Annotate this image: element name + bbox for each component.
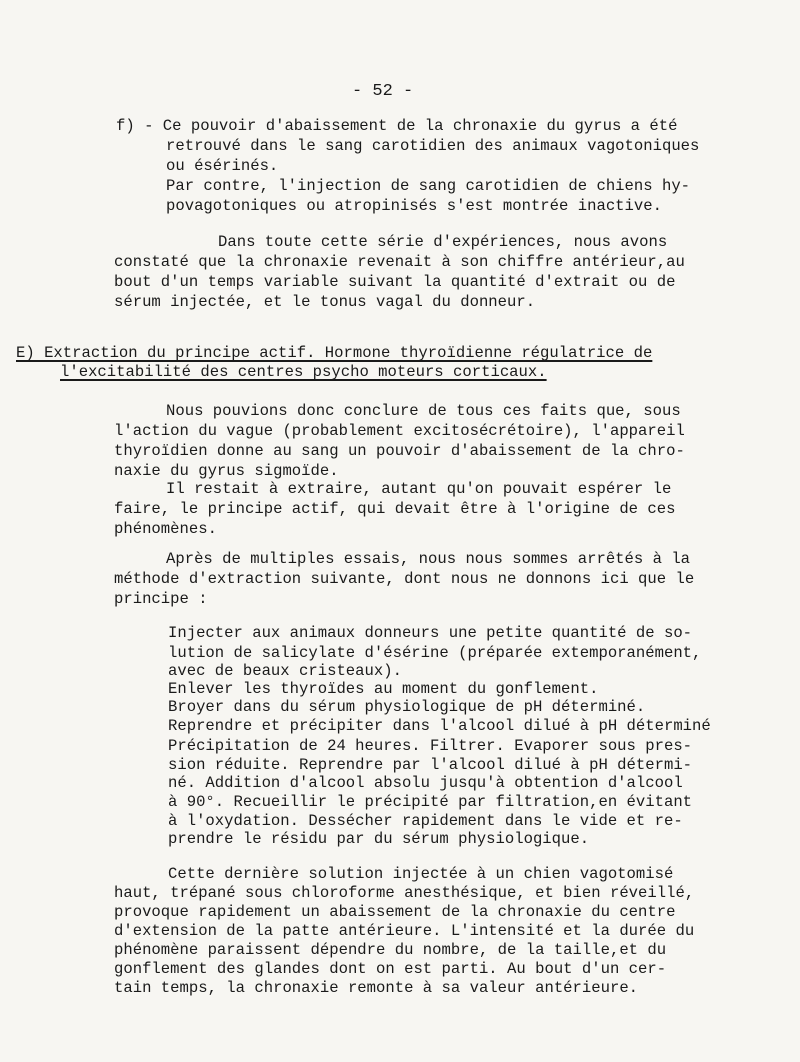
text-line: naxie du gyrus sigmoïde.	[114, 462, 339, 480]
text-line: provoque rapidement un abaissement de la chronaxie du centre	[114, 903, 676, 921]
text-line: constaté que la chronaxie revenait à son chiffre antérieur,au	[114, 253, 685, 271]
text-line: l'action du vague (probablement excitosécrétoire), l'appareil	[114, 422, 685, 440]
text-line: tain temps, la chronaxie remonte à sa valeur antérieure.	[114, 979, 639, 997]
text-line: principe :	[114, 590, 208, 608]
text-line: Précipitation de 24 heures. Filtrer. Evaporer sous pres-	[168, 737, 693, 755]
text-line: faire, le principe actif, qui devait être à l'origine de ces	[114, 500, 676, 518]
text-line: Dans toute cette série d'expériences, nous avons	[218, 233, 668, 251]
page-number: - 52 -	[352, 82, 414, 101]
text-line: Nous pouvions donc conclure de tous ces faits que, sous	[166, 402, 681, 420]
text-line: avec de beaux cristeaux).	[168, 662, 402, 680]
text-line: méthode d'extraction suivante, dont nous ne donnons ici que le	[114, 570, 695, 588]
text-line: lution de salicylate d'ésérine (préparée extemporanément,	[168, 644, 702, 662]
text-line: gonflement des glandes dont on est parti. Au bout d'un cer-	[114, 960, 667, 978]
text-line: né. Addition d'alcool absolu jusqu'à obtention d'alcool	[168, 774, 683, 792]
text-line: Reprendre et précipiter dans l'alcool dilué à pH déterminé	[168, 717, 711, 735]
text-line: prendre le résidu par du sérum physiologique.	[168, 830, 590, 848]
section-heading-line: E) Extraction du principe actif. Hormone thyroïdienne régulatrice de	[16, 344, 653, 362]
text-line: phénomènes.	[114, 520, 217, 538]
text-line: thyroïdien donne au sang un pouvoir d'abaissement de la chro-	[114, 442, 685, 460]
text-line: sérum injectée, et le tonus vagal du donneur.	[114, 293, 536, 311]
text-line: Injecter aux animaux donneurs une petite quantité de so-	[168, 624, 693, 642]
text-line: phénomène paraissent dépendre du nombre, de la taille,et du	[114, 941, 667, 959]
text-line: Enlever les thyroïdes au moment du gonflement.	[168, 680, 599, 698]
text-line: à l'oxydation. Dessécher rapidement dans le vide et re-	[168, 812, 683, 830]
text-line: bout d'un temps variable suivant la quantité d'extrait ou de	[114, 273, 676, 291]
text-line: Il restait à extraire, autant qu'on pouvait espérer le	[166, 480, 672, 498]
text-line: sion réduite. Reprendre par l'alcool dilué à pH détermi-	[168, 756, 693, 774]
text-line: povagotoniques ou atropinisés s'est montrée inactive.	[166, 197, 662, 215]
text-line: d'extension de la patte antérieure. L'intensité et la durée du	[114, 922, 695, 940]
text-line: ou ésérinés.	[166, 157, 279, 175]
text-line: f) - Ce pouvoir d'abaissement de la chronaxie du gyrus a été	[116, 117, 678, 135]
text-line: à 90°. Recueillir le précipité par filtration,en évitant	[168, 793, 693, 811]
text-line: Cette dernière solution injectée à un chien vagotomisé	[168, 865, 674, 883]
text-line: haut, trépané sous chloroforme anesthésique, et bien réveillé,	[114, 884, 695, 902]
text-line: retrouvé dans le sang carotidien des animaux vagotoniques	[166, 137, 700, 155]
section-heading-line: l'excitabilité des centres psycho moteurs corticaux.	[60, 363, 547, 381]
text-line: Broyer dans du sérum physiologique de pH déterminé.	[168, 698, 646, 716]
text-line: Après de multiples essais, nous nous sommes arrêtés à la	[166, 550, 691, 568]
text-line: Par contre, l'injection de sang carotidien de chiens hy-	[166, 177, 691, 195]
